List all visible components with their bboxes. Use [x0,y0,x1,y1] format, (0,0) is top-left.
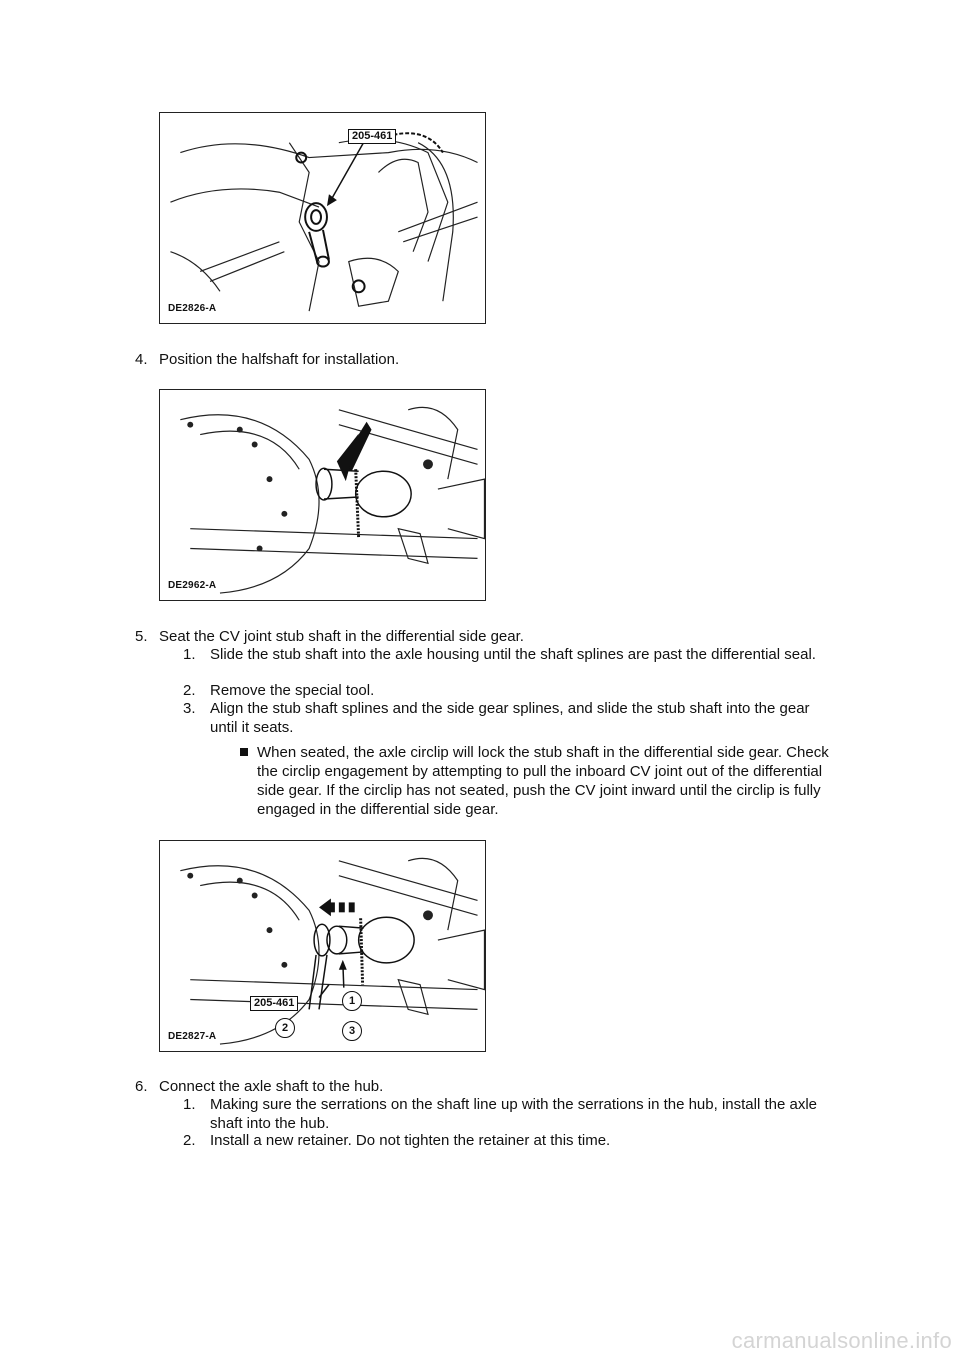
substep-number: 1. [183,1096,196,1113]
substep-text: Remove the special tool. [210,682,375,699]
callout-3: 3 [342,1021,362,1041]
tool-callout: 205-461 [250,996,298,1011]
stub-shaft-seat-illustration [160,841,485,1051]
substep-text: Slide the stub shaft into the axle housing until the shaft splines are past the differential seal. [210,646,816,663]
substep-number: 1. [183,646,196,663]
substep-text: Install a new retainer. Do not tighten the retainer at this time. [210,1132,611,1149]
figure-code: DE2827-A [168,1031,217,1042]
step-text: Seat the CV joint stub shaft in the differential side gear. [159,628,524,645]
note-text: When seated, the axle circlip will lock the stub shaft in the differential side gear. Check the circlip engagement by attempting to pull the inboard CV joint out of the differential side gear. If the circlip has not seated, push the CV joint inward until the circlip is fully engaged in the differential side gear. [257,744,829,818]
substep-number: 2. [183,1132,196,1149]
substep-text: Align the stub shaft splines and the side gear splines, and slide the stub shaft into the gear until it seats. [210,700,810,736]
substep-text: Making sure the serrations on the shaft line up with the serrations in the hub, install the axle shaft into the hub. [210,1096,818,1132]
callout-2: 2 [275,1018,295,1038]
substep-number: 2. [183,682,196,699]
step-text: Connect the axle shaft to the hub. [159,1078,384,1095]
callout-1: 1 [342,991,362,1011]
step-number: 6. [135,1078,148,1095]
watermark: carmanualsonline.info [731,1328,952,1353]
halfshaft-removal-illustration [160,113,485,323]
halfshaft-position-illustration [160,390,485,600]
figure-de2827 [159,840,486,1052]
figure-code: DE2826-A [168,303,217,314]
substep-number: 3. [183,700,196,717]
step-number: 5. [135,628,148,645]
tool-callout: 205-461 [348,129,396,144]
square-bullet-icon [240,748,248,756]
step-number: 4. [135,351,148,368]
figure-code: DE2962-A [168,580,217,591]
figure-de2826 [159,112,486,324]
figure-de2962 [159,389,486,601]
step-text: Position the halfshaft for installation. [159,351,400,368]
